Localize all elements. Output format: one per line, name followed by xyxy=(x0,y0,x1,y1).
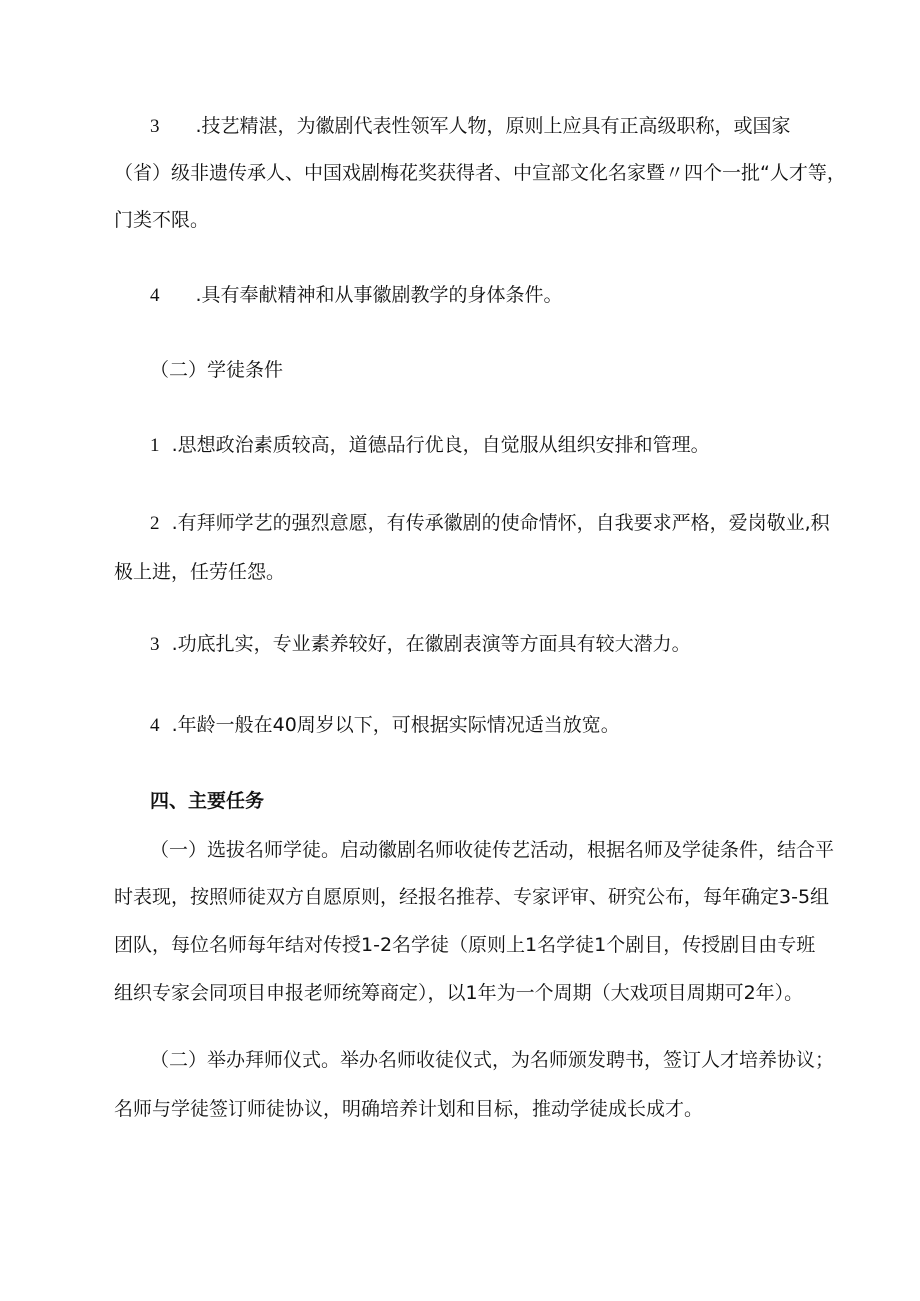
item-number: 4 xyxy=(150,715,160,736)
item-text: .有拜师学艺的强烈意愿，有传承徽剧的使命情怀，自我要求严格，爱岗敬业,积 xyxy=(171,512,830,534)
apprentice-item-1 xyxy=(150,433,710,458)
teacher-item-3-line-2: （省）级非遗传承人、中国戏剧梅花奖获得者、中宣部文化名家暨〃四个一批“人才等， xyxy=(114,162,846,184)
task-1-line-4: 组织专家会同项目申报老师统筹商定），以1年为一个周期（大戏项目周期可2年）。 xyxy=(114,982,804,1004)
item-text: .技艺精湛，为徽剧代表性领军人物，原则上应具有正高级职称，或国家 xyxy=(195,115,791,137)
item-number: 4 xyxy=(150,285,160,306)
item-text: .年龄一般在40周岁以下，可根据实际情况适当放宽。 xyxy=(171,714,620,736)
main-tasks-heading: 四、主要任务 xyxy=(150,790,265,812)
apprentice-item-2-line-2: 极上进，任劳任怨。 xyxy=(114,561,286,583)
item-number: 3 xyxy=(150,634,160,655)
item-number: 2 xyxy=(150,513,160,534)
task-1-line-1: （一）选拔名师学徒。启动徽剧名师收徒传艺活动，根据名师及学徒条件，结合平 xyxy=(150,839,835,861)
item-text: .功底扎实，专业素养较好，在徽剧表演等方面具有较大潜力。 xyxy=(171,633,691,655)
item-number: 3 xyxy=(150,116,160,137)
item-text: .思想政治素质较高，道德品行优良，自觉服从组织安排和管理。 xyxy=(171,434,710,456)
apprentice-conditions-heading: （二）学徒条件 xyxy=(150,359,284,381)
teacher-item-4 xyxy=(150,283,563,308)
task-2-line-1: （二）举办拜师仪式。举办名师收徒仪式，为名师颁发聘书，签订人才培养协议； xyxy=(150,1049,835,1071)
apprentice-item-3 xyxy=(150,632,691,657)
item-text: .具有奉献精神和从事徽剧教学的身体条件。 xyxy=(195,284,563,306)
apprentice-item-2-line-1 xyxy=(150,511,830,536)
item-number: 1 xyxy=(150,435,160,456)
teacher-item-3-line-1 xyxy=(150,114,791,139)
task-1-line-2: 时表现，按照师徒双方自愿原则，经报名推荐、专家评审、研究公布，每年确定3-5组 xyxy=(114,886,830,908)
teacher-item-3-line-3: 门类不限。 xyxy=(114,209,210,231)
task-2-line-2: 名师与学徒签订师徒协议，明确培养计划和目标，推动学徒成长成才。 xyxy=(114,1098,704,1120)
apprentice-item-4 xyxy=(150,713,620,738)
task-1-line-3: 团队，每位名师每年结对传授1-2名学徒（原则上1名学徒1个剧目，传授剧目由专班 xyxy=(114,934,816,956)
